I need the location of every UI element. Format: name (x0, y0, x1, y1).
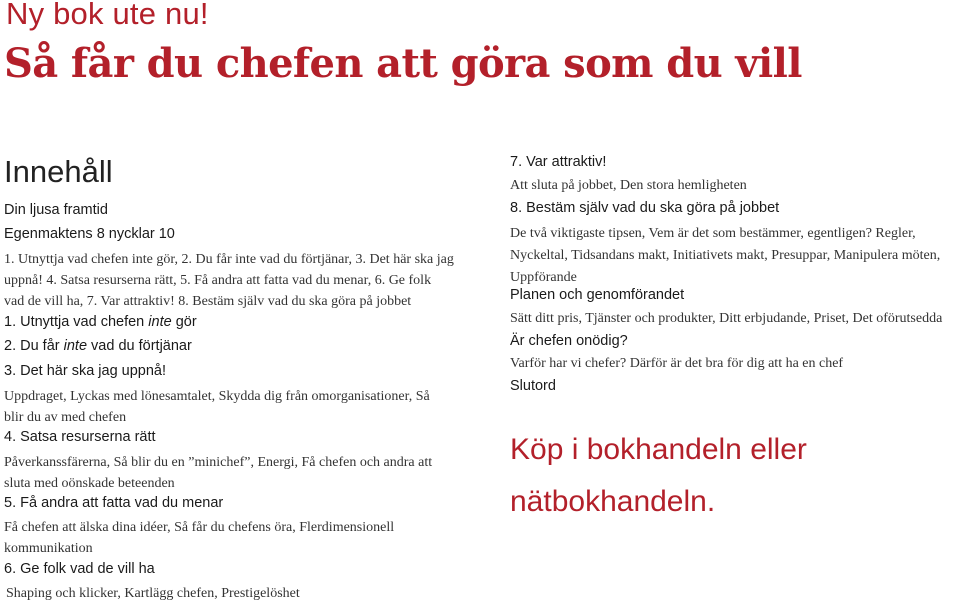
toc-heading: Innehåll (4, 154, 113, 189)
toc-planen: Planen och genomförandet (510, 287, 685, 303)
toc-chapter-3-topics: Uppdraget, Lyckas med lönesamtalet, Skydda dig från omorganisationer, Så blir du av med chefen (4, 389, 430, 425)
toc-planen-topics: Sätt ditt pris, Tjänster och produkter, Ditt erbjudande, Priset, Det oförutsedda (510, 311, 943, 326)
toc-summary: 1. Utnyttja vad chefen inte gör, 2. Du får inte vad du förtjänar, 3. Det här ska jag uppnå! 4. Satsa resurserna rätt, 5. Få andra att fatta vad du menar, 6. Ge folk vad de vill ha, 7. Var attraktiv! 8. Bestäm själv vad du ska göra på jobbet (4, 252, 454, 309)
toc-chapter-5: 5. Få andra att fatta vad du menar (4, 495, 224, 511)
toc-chapter-7: 7. Var attraktiv! (510, 154, 607, 170)
chapter-2-emphasis: inte (63, 338, 88, 354)
toc-chapter-1 (4, 314, 197, 330)
toc-chefen-onodig: Är chefen onödig? (510, 333, 628, 349)
toc-chefen-onodig-topics: Varför har vi chefer? Därför är det bra för dig att ha en chef (510, 356, 844, 371)
toc-intro-1: Din ljusa framtid (4, 202, 108, 218)
toc-chapter-5-topics: Få chefen att älska dina idéer, Så får du chefens öra, Flerdimensionell kommunikation (4, 520, 395, 556)
toc-chapter-8-topics: De två viktigaste tipsen, Vem är det som bestämmer, egentligen? Regler, Nyckeltal, Tidsandans makt, Initiativets makt, Presuppar, Manipulera möten, Uppförande (510, 226, 941, 285)
toc-chapter-4: 4. Satsa resurserna rätt (4, 429, 156, 445)
chapter-2-suffix: vad du förtjänar (87, 338, 192, 354)
chapter-1-emphasis: inte (148, 314, 172, 330)
page-title: Så får du chefen att göra som du vill (4, 40, 802, 87)
toc-chapter-7-topics: Att sluta på jobbet, Den stora hemligheten (510, 178, 747, 193)
kicker-text: Ny bok ute nu! (6, 0, 209, 31)
chapter-1-prefix: 1. Utnyttja vad chefen (4, 314, 149, 330)
toc-chapter-6-topics: Shaping och klicker, Kartlägg chefen, Prestigelöshet (6, 586, 300, 601)
toc-chapter-3: 3. Det här ska jag uppnå! (4, 363, 167, 379)
toc-slutord: Slutord (510, 378, 556, 394)
chapter-2-prefix: 2. Du får (4, 338, 64, 354)
toc-chapter-2 (4, 338, 192, 354)
toc-intro-2: Egenmaktens 8 nycklar 10 (4, 226, 175, 242)
toc-chapter-8: 8. Bestäm själv vad du ska göra på jobbet (510, 200, 780, 216)
chapter-1-suffix: gör (171, 314, 197, 330)
buy-callout: Köp i bokhandeln eller nätbokhandeln. (510, 433, 807, 518)
toc-chapter-6: 6. Ge folk vad de vill ha (4, 561, 155, 577)
toc-chapter-4-topics: Påverkanssfärerna, Så blir du en ”minichef”, Energi, Få chefen och andra att sluta med oönskade beteenden (4, 455, 433, 491)
